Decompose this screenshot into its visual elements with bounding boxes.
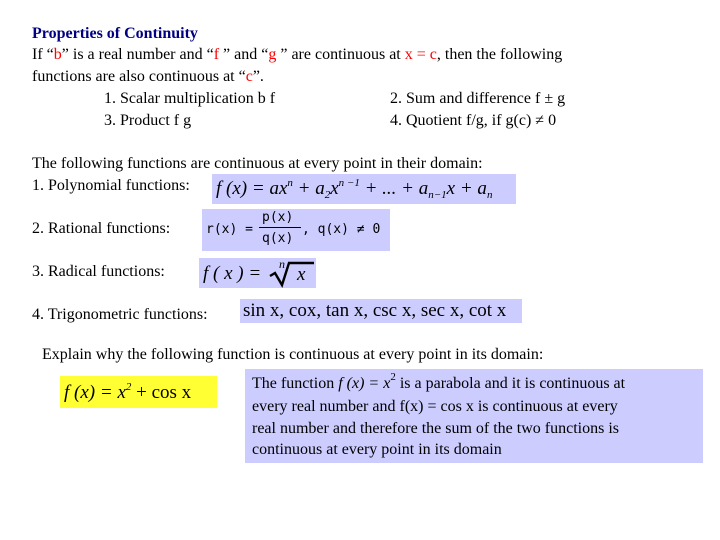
poly-x: x — [330, 178, 339, 199]
poly-plus-a: + a — [292, 178, 325, 199]
radical-label: 3. Radical functions: — [32, 263, 165, 280]
property-product: 3. Product f g — [104, 112, 192, 129]
rational-label: 2. Rational functions: — [32, 220, 171, 237]
radical-lhs: f ( x ) = — [203, 263, 262, 284]
intro-text-6: functions are also continuous at “ — [32, 68, 246, 85]
var-x-eq-c: x = c — [404, 46, 437, 63]
rational-numerator: p(x) — [262, 210, 294, 225]
poly-exp-n-minus-1: n −1 — [338, 177, 360, 189]
answer-line-4: continuous at every point in its domain — [252, 441, 502, 458]
property-scalar: 1. Scalar multiplication b f — [104, 90, 276, 107]
rational-condition: , q(x) ≠ 0 — [302, 222, 381, 237]
polynomial-label: 1. Polynomial functions: — [32, 177, 190, 194]
var-b: b — [53, 46, 62, 63]
answer-line-1 — [252, 373, 625, 394]
radical-radicand: x — [297, 264, 306, 285]
intro-text-5: , then the following — [436, 46, 563, 63]
answer-line-2: every real number and f(x) = cos x is continuous at every — [252, 398, 618, 415]
trig-formula: sin x, cox, tan x, csc x, sec x, cot x — [243, 300, 507, 321]
domain-intro: The following functions are continuous at every point in their domain: — [32, 155, 483, 172]
answer-text-2: is a parabola and it is continuous at — [395, 375, 626, 392]
intro-text-1: If “ — [32, 46, 54, 63]
radical-index: n — [279, 257, 285, 271]
var-f: f — [213, 46, 220, 63]
poly-exp-n: n — [287, 177, 293, 189]
intro-line-2 — [32, 67, 264, 87]
intro-text-4: ” are continuous at — [276, 46, 405, 63]
intro-text-7: ”. — [252, 68, 264, 85]
fraction-bar — [259, 227, 301, 228]
var-c: c — [245, 68, 253, 85]
slide-title: Properties of Continuity — [32, 25, 198, 42]
example-rhs: + cos x — [131, 382, 192, 403]
poly-sub-2: 2 — [324, 189, 331, 201]
trig-label: 4. Trigonometric functions: — [32, 306, 208, 323]
answer-fx: f (x) = x — [338, 375, 391, 392]
example-function — [64, 382, 191, 404]
poly-middle: + ... + a — [359, 178, 429, 199]
example-lhs: f (x) = x — [64, 382, 126, 403]
intro-line-1 — [32, 45, 562, 65]
rational-denominator: q(x) — [262, 231, 294, 246]
property-quotient: 4. Quotient f/g, if g(c) ≠ 0 — [390, 112, 557, 129]
poly-fx: f (x) = ax — [216, 178, 288, 199]
answer-line-3: real number and therefore the sum of the two functions is — [252, 420, 619, 437]
intro-text-3: ” and “ — [219, 46, 269, 63]
var-g: g — [268, 46, 277, 63]
poly-x-plus-a: x + a — [446, 178, 487, 199]
question-text: Explain why the following function is continuous at every point in its domain: — [42, 346, 544, 363]
intro-text-2: ” is a real number and “ — [61, 46, 214, 63]
poly-sub-n: n — [486, 189, 493, 201]
poly-sub-n-minus-1: n−1 — [428, 189, 447, 201]
rational-lhs: r(x) = — [206, 222, 253, 237]
example-exponent: 2 — [125, 381, 132, 393]
property-sum: 2. Sum and difference f ± g — [390, 90, 566, 107]
answer-text-1: The function — [252, 375, 339, 392]
polynomial-formula — [216, 178, 492, 200]
radical-sign-icon — [268, 257, 316, 288]
answer-exponent: 2 — [390, 371, 396, 383]
